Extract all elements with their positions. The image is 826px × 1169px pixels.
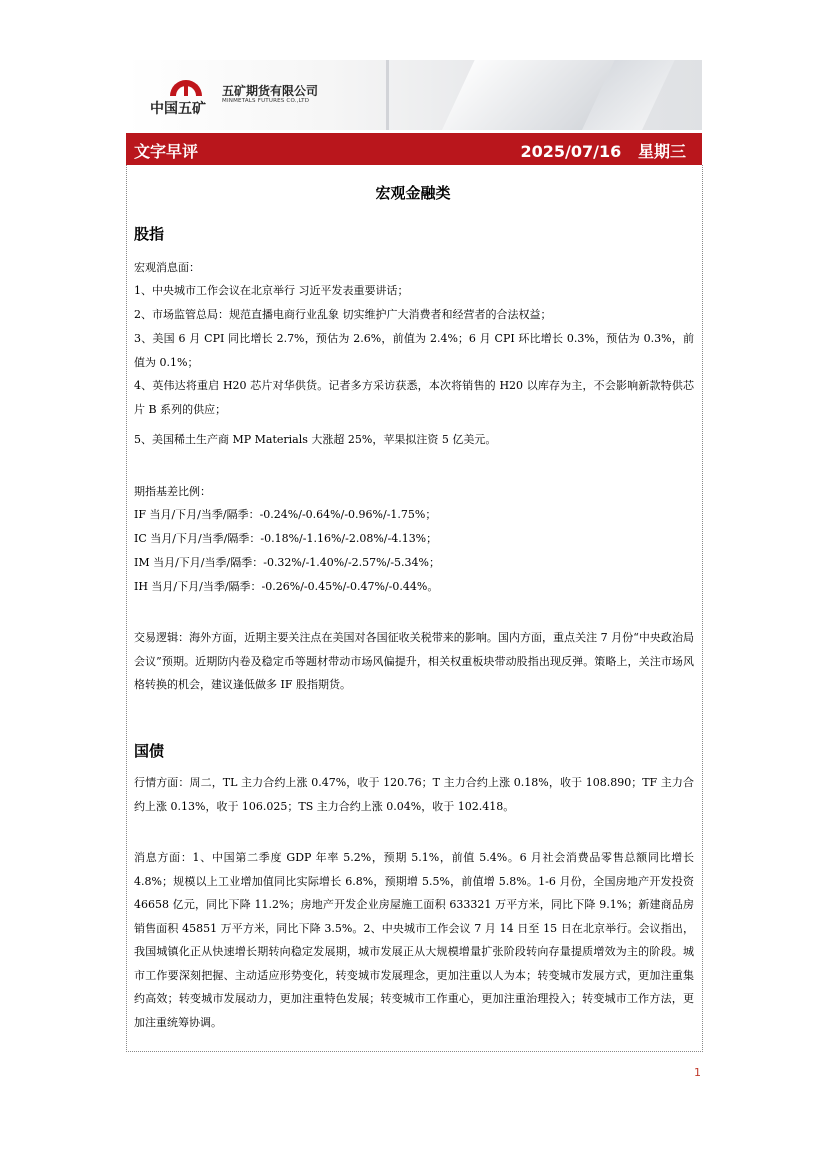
basis-line-im: IM 当月/下月/当季/隔季：-0.32%/-1.40%/-2.57%/-5.34%； [134,556,440,569]
basis-line-ih: IH 当月/下月/当季/隔季：-0.26%/-0.45%/-0.47%/-0.44%。 [134,580,439,593]
macro-item: 2、市场监管总局：规范直播电商行业乱象 切实维护广大消费者和经营者的合法权益； [134,308,552,321]
page-number: 1 [694,1066,701,1079]
macro-item: 4、英伟达将重启 H20 芯片对华供货。记者多方采访获悉，本次将销售的 H20 以库存为主，不会影响新款特供芯片 B 系列的供应； [134,379,694,416]
banner-decoration [386,60,389,130]
stock-index-heading: 股指 [134,225,165,243]
report-type: 文字早评 [134,142,199,161]
page-title: 宏观金融类 [375,184,451,202]
macro-item: 1、中央城市工作会议在北京举行 习近平发表重要讲话； [134,284,409,297]
company-logo-icon [166,68,206,98]
basis-line-if: IF 当月/下月/当季/隔季：-0.24%/-0.64%/-0.96%/-1.75%； [134,508,437,521]
header-banner [126,60,702,130]
treasury-heading: 国债 [134,742,165,760]
weekday-text: 星期三 [637,142,686,161]
company-name-cn: 五矿期货有限公司 [222,84,319,98]
date-text: 2025/07/16 [520,142,622,161]
company-name-en: MINMETALS FUTURES CO.,LTD [222,98,310,104]
treasury-market: 行情方面：周二，TL 主力合约上涨 0.47%，收于 120.76；T 主力合约上涨 0.18%，收于 108.890；TF 主力合约上涨 0.13%，收于 106.025；TS 主力合约上涨 0.04%，收于 102.418。 [134,776,694,813]
title-bar [126,133,702,165]
basis-line-ic: IC 当月/下月/当季/隔季：-0.18%/-1.16%/-2.08%/-4.13%； [134,532,438,545]
logo-text: 中国五矿 [150,101,206,117]
macro-label: 宏观消息面： [134,261,200,274]
treasury-news: 消息方面：1、中国第二季度 GDP 年率 5.2%，预期 5.1%，前值 5.4%。6 月社会消费品零售总额同比增长 4.8%；规模以上工业增加值同比实际增长 6.8%，预期增 5.5%，前值增 5.8%。1-6 月份，全国房地产开发投资 46658 亿元，同比下降 11.2%；房地产开发企业房屋施工面积 633321 万平方米，同比下降 9.1%；新建商品房销售面积 45851 万平方米，同比下降 3.5%。2、中央城市工作会议 7 月 14 日至 15 日在北京举行。会议指出，我国城镇化正从快速增长期转向稳定发展期，城市发展正从大规模增量扩张阶段转向存量提质增效为主的阶段。城市工作要深刻把握、主动适应形势变化，转变城市发展理念，更加注重以人为本；转变城市发展方式，更加注重集约高效；转变城市发展动力，更加注重特色发展；转变城市工作重心，更加注重治理投入；转变城市工作方法，更加注重统筹协调。 [134,851,694,1029]
macro-item: 3、美国 6 月 CPI 同比增长 2.7%，预估为 2.6%，前值为 2.4%；6 月 CPI 环比增长 0.3%，预估为 0.3%，前值为 0.1%； [134,332,694,369]
macro-item: 5、美国稀土生产商 MP Materials 大涨超 25%，苹果拟注资 5 亿美元。 [134,433,497,446]
trading-logic: 交易逻辑：海外方面，近期主要关注点在美国对各国征收关税带来的影响。国内方面，重点关注 7 月份“中央政治局会议”预期。近期防内卷及稳定币等题材带动市场风偏提升，相关权重板块带动股指出现反弹。策略上，关注市场风格转换的机会，建议逢低做多 IF 股指期货。 [134,631,694,691]
report-date [521,139,686,162]
basis-label: 期指基差比例： [134,485,211,498]
